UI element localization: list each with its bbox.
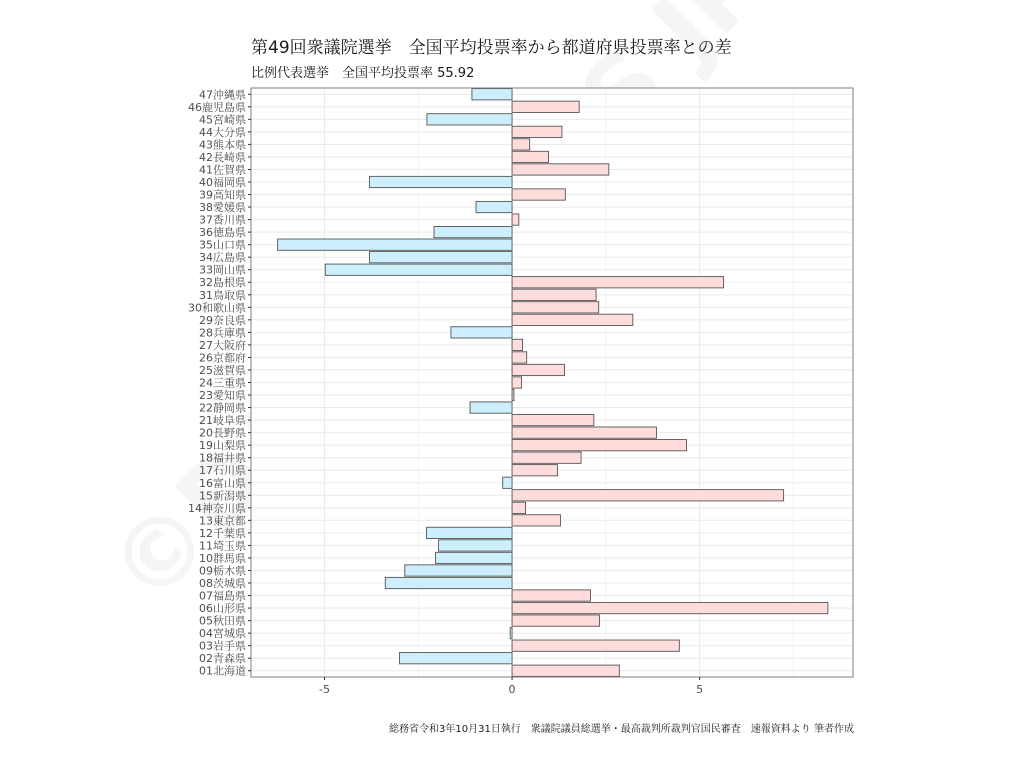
bar-20長野県 (512, 427, 656, 438)
bar-03岩手県 (512, 640, 679, 651)
y-tick-label: 28兵庫県 (199, 326, 246, 340)
y-tick-label: 02青森県 (199, 652, 246, 666)
y-tick-label: 35山口県 (199, 238, 246, 252)
bar-45宮崎県 (427, 114, 512, 125)
bar-38愛媛県 (476, 201, 512, 212)
bar-06山形県 (512, 602, 828, 613)
y-tick-label: 34広島県 (199, 251, 246, 265)
bar-19山梨県 (512, 440, 686, 451)
y-tick-label: 04宮城県 (199, 627, 246, 641)
y-tick-label: 45宮崎県 (199, 113, 246, 127)
bar-15新潟県 (512, 490, 784, 501)
y-tick-label: 08茨城県 (199, 577, 246, 591)
y-tick-label: 30和歌山県 (188, 301, 246, 315)
bar-04宮城県 (510, 627, 512, 638)
y-tick-label: 40福岡県 (199, 175, 246, 189)
bar-47沖縄県 (472, 89, 512, 100)
chart-caption: 総務省令和3年10月31日執行 衆議院議員総選挙・最高裁判所裁判官国民審査 速報資料より 筆者作成 (389, 724, 854, 735)
y-tick-label: 13東京都 (199, 514, 246, 528)
bar-18福井県 (512, 452, 581, 463)
y-tick-label: 11埼玉県 (199, 539, 246, 553)
y-tick-label: 12千葉県 (199, 526, 246, 540)
y-tick-label: 26京都府 (199, 351, 246, 365)
y-tick-label: 39高知県 (199, 188, 246, 202)
y-tick-label: 41佐賀県 (199, 163, 246, 177)
y-tick-label: 38愛媛県 (199, 201, 246, 215)
bar-17石川県 (512, 465, 557, 476)
y-tick-label: 42長崎県 (199, 150, 246, 164)
bar-09栃木県 (405, 565, 512, 576)
y-tick-label: 18福井県 (199, 451, 246, 465)
y-tick-label: 33岡山県 (199, 263, 246, 277)
bar-42長崎県 (512, 151, 548, 162)
bar-28兵庫県 (451, 327, 512, 338)
y-tick-label: 06山形県 (199, 602, 246, 616)
y-tick-label: 24三重県 (199, 376, 246, 390)
bar-43熊本県 (512, 139, 530, 150)
bar-02青森県 (400, 653, 513, 664)
y-tick-label: 37香川県 (199, 213, 246, 227)
bar-23愛知県 (512, 389, 514, 400)
y-tick-label: 22静岡県 (199, 401, 246, 415)
chart-subtitle: 比例代表選挙 全国平均投票率 55.92 (251, 66, 475, 81)
bar-25滋賀県 (512, 364, 565, 375)
bar-26京都府 (512, 352, 527, 363)
bar-46鹿児島県 (512, 101, 579, 112)
y-tick-label: 17石川県 (199, 464, 246, 478)
bar-22静岡県 (470, 402, 512, 413)
bar-27大阪府 (512, 339, 523, 350)
bar-05秋田県 (512, 615, 599, 626)
bar-10群馬県 (436, 552, 513, 563)
y-tick-label: 15新潟県 (199, 489, 246, 503)
y-tick-label: 36徳島県 (199, 226, 246, 240)
y-tick-label: 27大阪府 (199, 338, 246, 352)
bar-11埼玉県 (439, 540, 513, 551)
x-tick-label: 5 (696, 683, 704, 696)
y-tick-label: 32島根県 (199, 276, 246, 290)
y-tick-label: 14神奈川県 (188, 501, 246, 515)
y-tick-label: 21岐阜県 (199, 414, 246, 428)
y-tick-label: 16富山県 (199, 476, 246, 490)
y-tick-label: 10群馬県 (199, 551, 246, 565)
x-tick-label: -5 (319, 683, 330, 696)
bar-32島根県 (512, 277, 724, 288)
y-tick-label: 07福島県 (199, 589, 246, 603)
bar-07福島県 (512, 590, 590, 601)
bar-41佐賀県 (512, 164, 609, 175)
bar-34広島県 (370, 252, 513, 263)
bar-21岐阜県 (512, 414, 594, 425)
bar-08茨城県 (385, 577, 512, 588)
bar-44大分県 (512, 126, 562, 137)
y-tick-label: 46鹿児島県 (188, 100, 246, 114)
y-tick-label: 09栃木県 (199, 564, 246, 578)
bar-36徳島県 (434, 226, 512, 237)
y-tick-label: 25滋賀県 (199, 363, 246, 377)
bar-33岡山県 (325, 264, 512, 275)
bar-39高知県 (512, 189, 565, 200)
y-tick-label: 29奈良県 (199, 313, 246, 327)
bar-16富山県 (503, 477, 512, 488)
y-tick-label: 44大分県 (199, 125, 246, 139)
bar-35山口県 (278, 239, 512, 250)
y-tick-label: 43熊本県 (199, 138, 246, 152)
y-tick-label: 19山梨県 (199, 439, 246, 453)
chart-title: 第49回衆議院選挙 全国平均投票率から都道府県投票率との差 (251, 38, 732, 58)
y-tick-label: 31鳥取県 (199, 288, 246, 302)
y-tick-label: 01北海道 (199, 664, 246, 678)
y-tick-label: 05秋田県 (199, 614, 246, 628)
x-tick-label: 0 (508, 683, 516, 696)
bar-37香川県 (512, 214, 519, 225)
bar-30和歌山県 (512, 302, 599, 313)
bar-24三重県 (512, 377, 521, 388)
x-axis (319, 677, 703, 696)
y-tick-label: 20長野県 (199, 426, 246, 440)
bar-13東京都 (512, 515, 560, 526)
bar-31鳥取県 (512, 289, 596, 300)
bar-01北海道 (512, 665, 619, 676)
y-tick-label: 03岩手県 (199, 639, 246, 653)
y-tick-label: 23愛知県 (199, 389, 246, 403)
bar-14神奈川県 (512, 502, 526, 513)
bar-12千葉県 (427, 527, 513, 538)
bar-40福岡県 (370, 176, 513, 187)
y-tick-label: 47沖縄県 (199, 88, 246, 102)
bar-29奈良県 (512, 314, 633, 325)
